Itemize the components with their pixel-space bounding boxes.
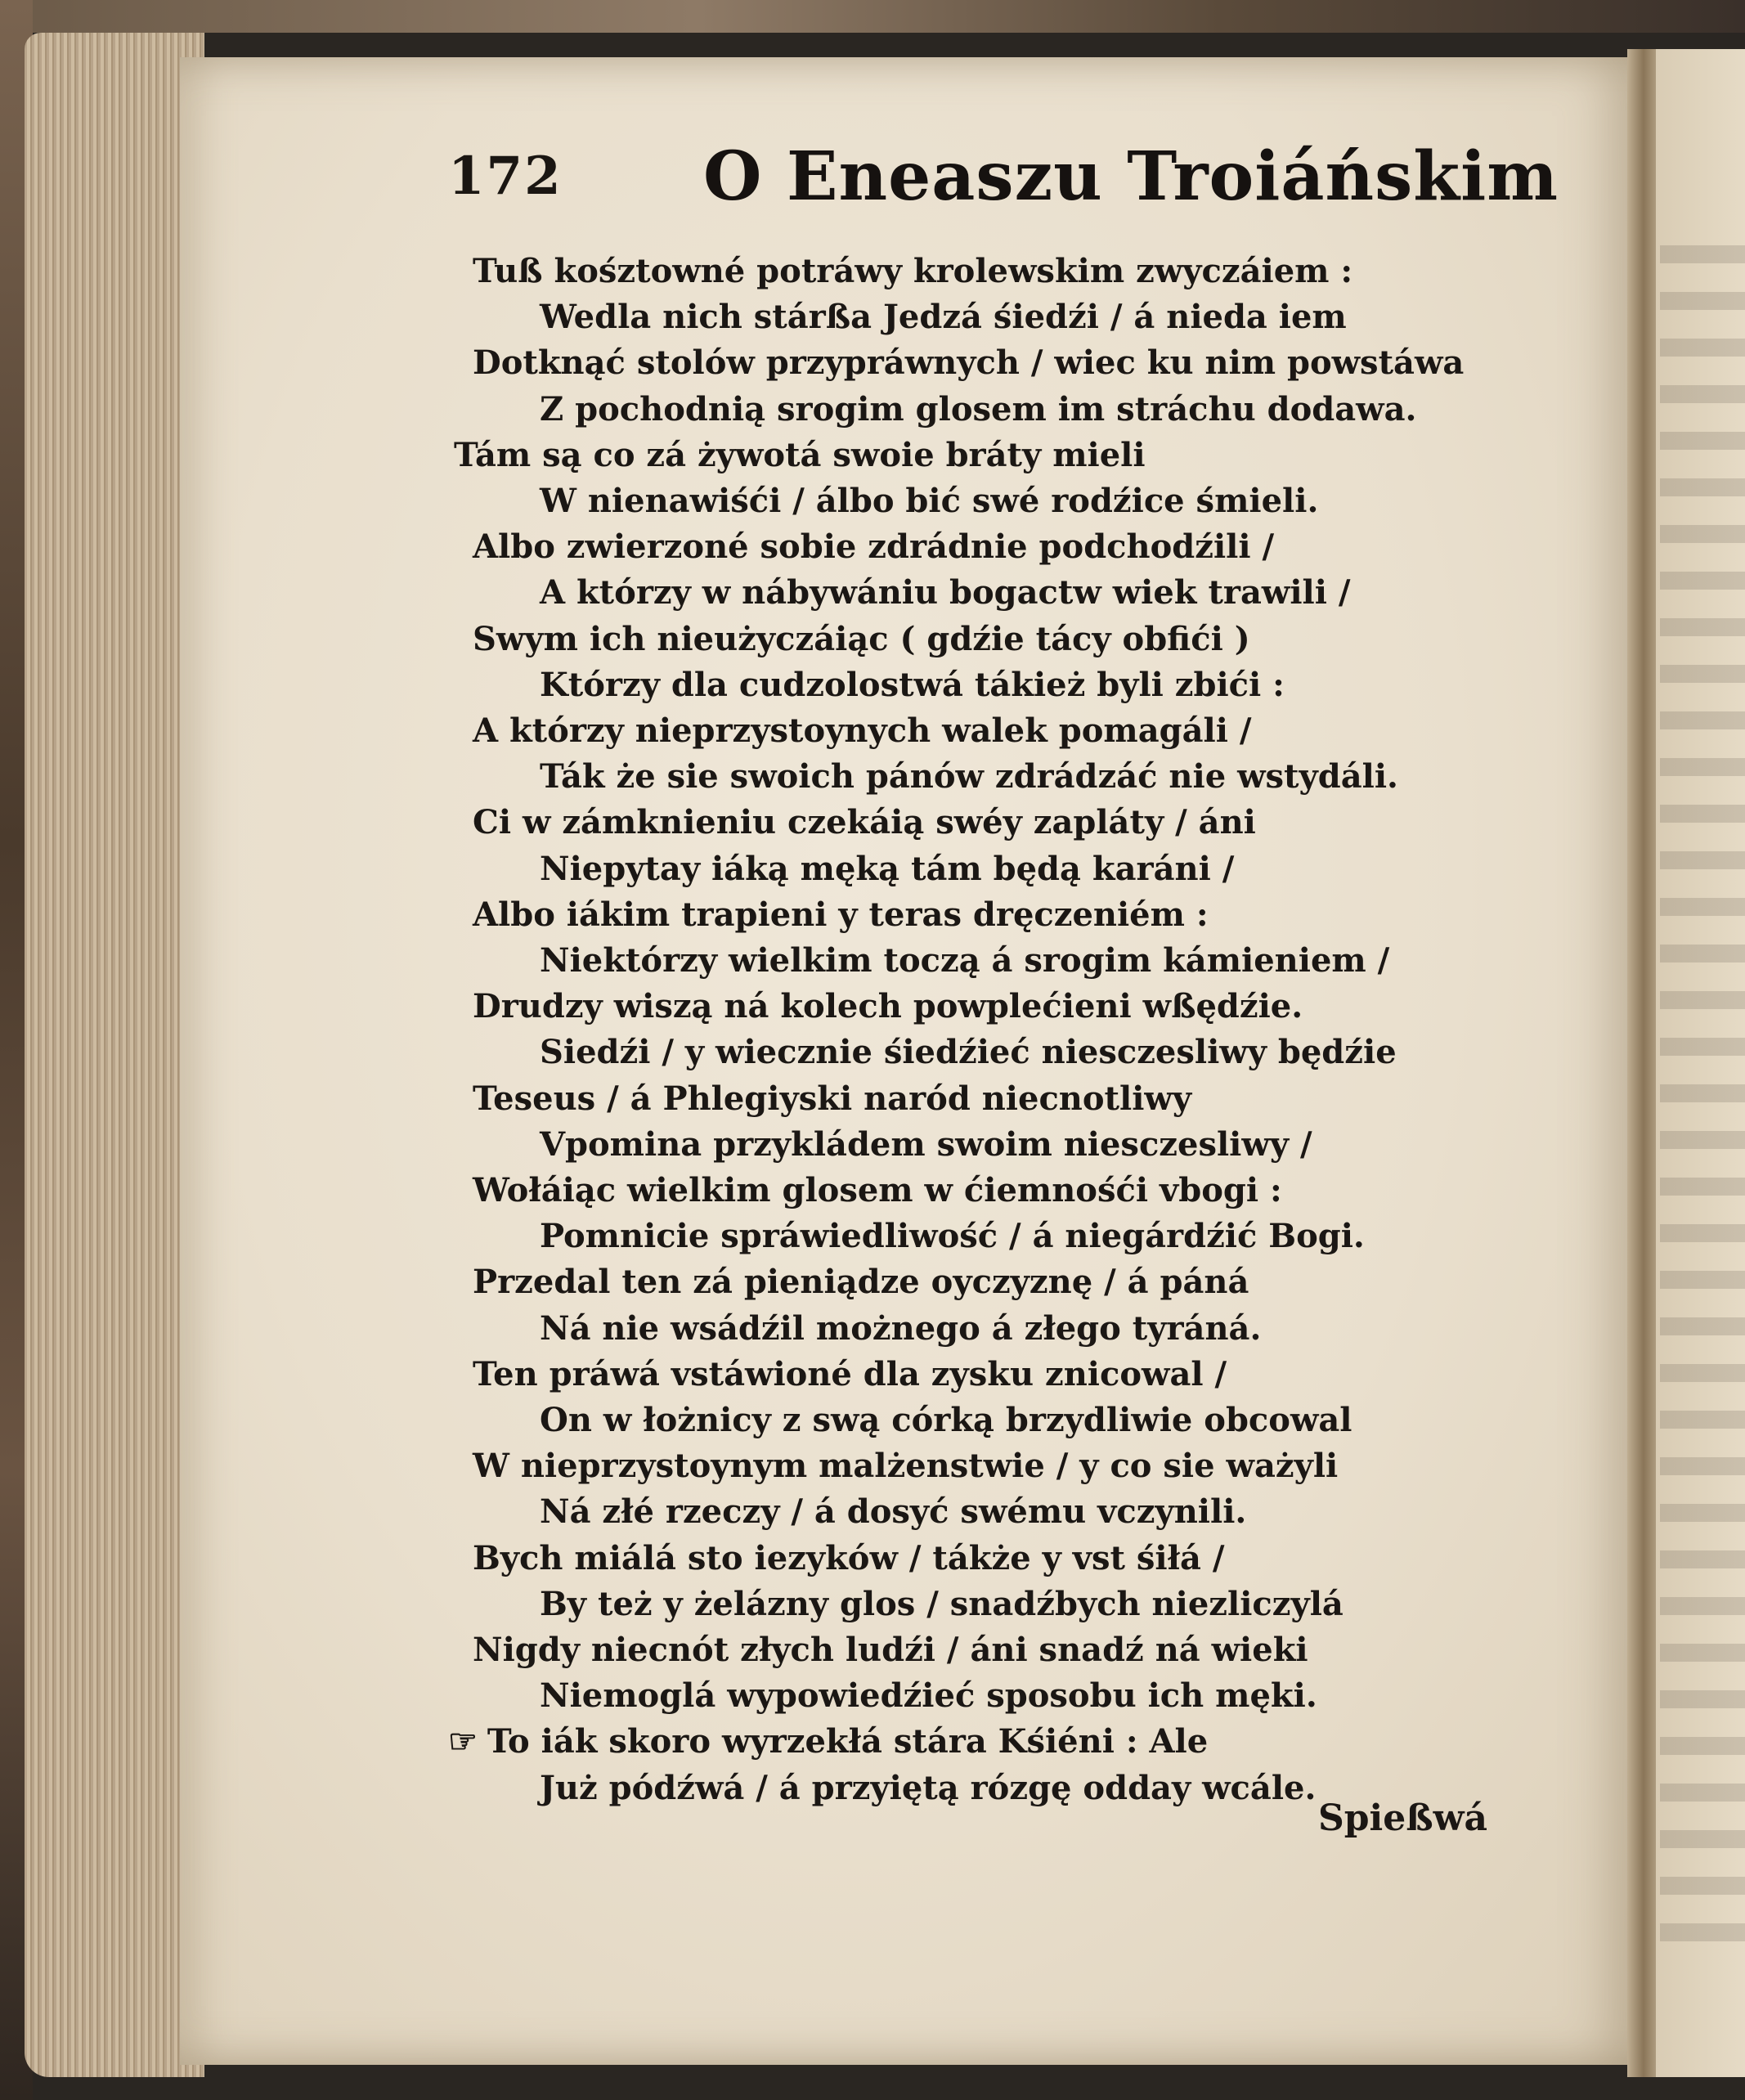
verse-line: Którzy dla cudzolostwá tákież byli zbići : xyxy=(540,665,1285,704)
verse-line: Ten práwá vstáwioné dla zysku znicowal / xyxy=(473,1354,1227,1393)
verse-line: Vpomina przykládem swoim niesczesliwy / xyxy=(540,1124,1312,1164)
verse-line: Niektórzy wielkim toczą á srogim kámieniem / xyxy=(540,941,1390,980)
verse-line: On w łożnicy z swą córką brzydliwie obcowal xyxy=(540,1401,1352,1439)
verse-line: Wedla nich stárßa Jedzá śiedźi / á nieda iem xyxy=(540,298,1347,337)
verse-line: A którzy nieprzystoynych walek pomagáli / xyxy=(473,711,1252,750)
verse-line: Ná złé rzeczy / á dosyć swému vczynili. xyxy=(540,1492,1247,1532)
verse-line: Ci w zámknieniu czekáią swéy zapláty / áni xyxy=(473,803,1256,842)
running-title: O Eneaszu Troiáńskim xyxy=(703,137,1559,216)
verse-line: W nieprzystoynym malżenstwie / y co sie ważyli xyxy=(473,1447,1339,1486)
verse-line: Już pódźwá / á przyiętą rózgę odday wcále. xyxy=(540,1768,1317,1807)
verse-line: Wołáiąc wielkim glosem w ćiemnośći vbogi : xyxy=(473,1171,1282,1209)
verse-line: Drudzy wiszą ná kolech powplećieni wßędźie. xyxy=(473,987,1303,1026)
verse-line: W nienawiśći / álbo bić swé rodźice śmieli. xyxy=(540,482,1319,520)
verse-line: Ták że sie swoich pánów zdrádzáć nie wstydáli. xyxy=(540,757,1398,796)
verse-line: Niemoglá wypowiedźieć sposobu ich męki. xyxy=(540,1676,1317,1716)
book-gutter xyxy=(1627,49,1660,2077)
pointing-hand-icon: ☞ xyxy=(448,1722,478,1761)
verse-line: To iák skoro wyrzekłá stára Kśiéni : Ale xyxy=(487,1722,1209,1761)
verse-line: Niepytay iáką męką tám będą karáni / xyxy=(540,849,1235,888)
background-top xyxy=(0,0,1745,33)
verse-line: Siedźi / y wiecznie śiedźieć niesczesliwy będźie xyxy=(540,1033,1397,1072)
verse-line: Teseus / á Phlegiyski naród niecnotliwy xyxy=(473,1079,1192,1118)
page-number: 172 xyxy=(448,146,563,207)
verse-line: By też y żelázny glos / snadźbych niezliczylá xyxy=(540,1584,1344,1623)
verse-line: Pomnicie spráwiedliwość / á niegárdźić Bogi. xyxy=(540,1217,1365,1256)
verse-line: Przedal ten zá pieniądze oyczyznę / á páná xyxy=(473,1263,1249,1302)
bleed-through-text xyxy=(1660,245,1745,1963)
verse-line: Nigdy niecnót złych ludźi / áni snadź ná wieki xyxy=(473,1631,1308,1669)
verse-line: Tuß kośztowné potráwy krolewskim zwyczáiem : xyxy=(473,252,1353,290)
verse-line: Swym ich nieużyczáiąc ( gdźie tácy obfići ) xyxy=(473,619,1250,658)
verse-line: Bych miálá sto iezyków / tákże y vst śiłá / xyxy=(473,1538,1225,1577)
catchword: Spießwá xyxy=(1318,1797,1488,1839)
verse-line-pilcrow xyxy=(448,1722,1209,1761)
verse-line: Albo zwierzoné sobie zdrádnie podchodźili / xyxy=(473,527,1275,567)
verse-line: Albo iákim trapieni y teras dręczeniém : xyxy=(473,895,1209,934)
verse-line: Ná nie wsádźil możnego á złego tyráná. xyxy=(540,1308,1262,1348)
verse-line: Dotknąć stolów przypráwnych / wiec ku nim powstáwa xyxy=(473,343,1465,383)
verse-line: A którzy w nábywániu bogactw wiek trawili / xyxy=(540,573,1351,612)
page-edges xyxy=(25,33,204,2077)
verse-line: Tám są co zá żywotá swoie bráty mieli xyxy=(454,435,1146,474)
verse-line: Z pochodnią srogim glosem im stráchu dodawa. xyxy=(540,389,1417,429)
